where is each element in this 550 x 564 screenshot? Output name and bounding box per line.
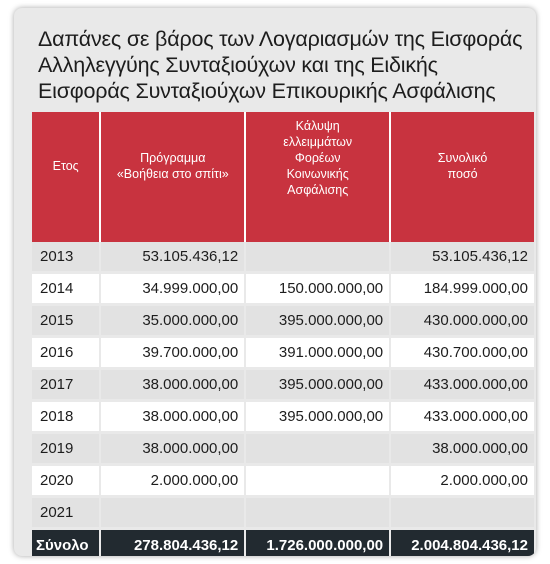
- coverage-cell: [246, 242, 391, 274]
- table-row: [32, 370, 534, 402]
- total-cell: 433.000.000,00: [391, 370, 534, 402]
- header-coverage-line5: Ασφάλισης: [287, 183, 349, 197]
- year-cell: 2013: [32, 242, 101, 274]
- header-program-line1: Πρόγραμμα: [140, 151, 206, 165]
- header-total-line1: Συνολικό: [437, 151, 488, 165]
- table-row: [32, 242, 534, 274]
- header-total: [391, 112, 534, 242]
- title-line-1: Δαπάνες σε βάρος των Λογαριασμών της Εισφοράς: [38, 27, 523, 51]
- total-cell: 430.000.000,00: [391, 306, 534, 338]
- coverage-cell: [246, 466, 391, 498]
- coverage-cell: [246, 434, 391, 466]
- year-cell: 2017: [32, 370, 101, 402]
- total-program-cell: 278.804.436,12: [101, 530, 246, 556]
- coverage-cell: 395.000.000,00: [246, 402, 391, 434]
- year-cell: 2019: [32, 434, 101, 466]
- coverage-cell: 395.000.000,00: [246, 370, 391, 402]
- total-coverage-cell: 1.726.000.000,00: [246, 530, 391, 556]
- program-cell: 35.000.000,00: [101, 306, 246, 338]
- page-title: [38, 26, 528, 104]
- program-cell: 34.999.000,00: [101, 274, 246, 306]
- header-program-line2: «Βοήθεια στο σπίτι»: [116, 167, 229, 181]
- header-program: [101, 112, 246, 242]
- title-line-2: Αλληλεγγύης Συνταξιούχων και της Ειδικής: [38, 53, 438, 77]
- table-row: [32, 498, 534, 530]
- table-row: [32, 434, 534, 466]
- total-label-cell: Σύνολο: [32, 530, 101, 556]
- year-cell: 2021: [32, 498, 101, 530]
- total-cell: 433.000.000,00: [391, 402, 534, 434]
- title-line-3: Εισφοράς Συνταξιούχων Επικουρικής Ασφάλισης: [38, 79, 496, 103]
- program-cell: [101, 498, 246, 530]
- table-row: [32, 338, 534, 370]
- program-cell: 53.105.436,12: [101, 242, 246, 274]
- total-cell: 430.700.000,00: [391, 338, 534, 370]
- document-card: [14, 8, 536, 556]
- program-cell: 38.000.000,00: [101, 434, 246, 466]
- table-row: [32, 274, 534, 306]
- coverage-cell: 150.000.000,00: [246, 274, 391, 306]
- total-cell: 184.999.000,00: [391, 274, 534, 306]
- total-cell: 53.105.436,12: [391, 242, 534, 274]
- table-row: [32, 402, 534, 434]
- total-row: [32, 530, 534, 556]
- program-cell: 38.000.000,00: [101, 402, 246, 434]
- header-coverage: [246, 112, 391, 242]
- year-cell: 2014: [32, 274, 101, 306]
- year-cell: 2018: [32, 402, 101, 434]
- table-row: [32, 306, 534, 338]
- year-cell: 2016: [32, 338, 101, 370]
- header-total-line2: ποσό: [447, 167, 478, 181]
- year-cell: 2015: [32, 306, 101, 338]
- program-cell: 2.000.000,00: [101, 466, 246, 498]
- program-cell: 39.700.000,00: [101, 338, 246, 370]
- total-cell: 2.000.000,00: [391, 466, 534, 498]
- header-coverage-line1: Κάλυψη: [295, 119, 340, 133]
- coverage-cell: 395.000.000,00: [246, 306, 391, 338]
- coverage-cell: [246, 498, 391, 530]
- grand-total-cell: 2.004.804.436,12: [391, 530, 534, 556]
- expenses-table: [32, 112, 534, 556]
- header-coverage-line4: Κοινωνικής: [286, 167, 349, 181]
- header-year-label: Ετος: [52, 159, 79, 173]
- total-cell: [391, 498, 534, 530]
- year-cell: 2020: [32, 466, 101, 498]
- table-row: [32, 466, 534, 498]
- coverage-cell: 391.000.000,00: [246, 338, 391, 370]
- header-year: [32, 112, 101, 242]
- header-coverage-line2: ελλειμμάτων: [283, 135, 353, 149]
- total-cell: 38.000.000,00: [391, 434, 534, 466]
- program-cell: 38.000.000,00: [101, 370, 246, 402]
- table-header-row: [32, 112, 534, 242]
- header-coverage-line3: Φορέων: [294, 151, 341, 165]
